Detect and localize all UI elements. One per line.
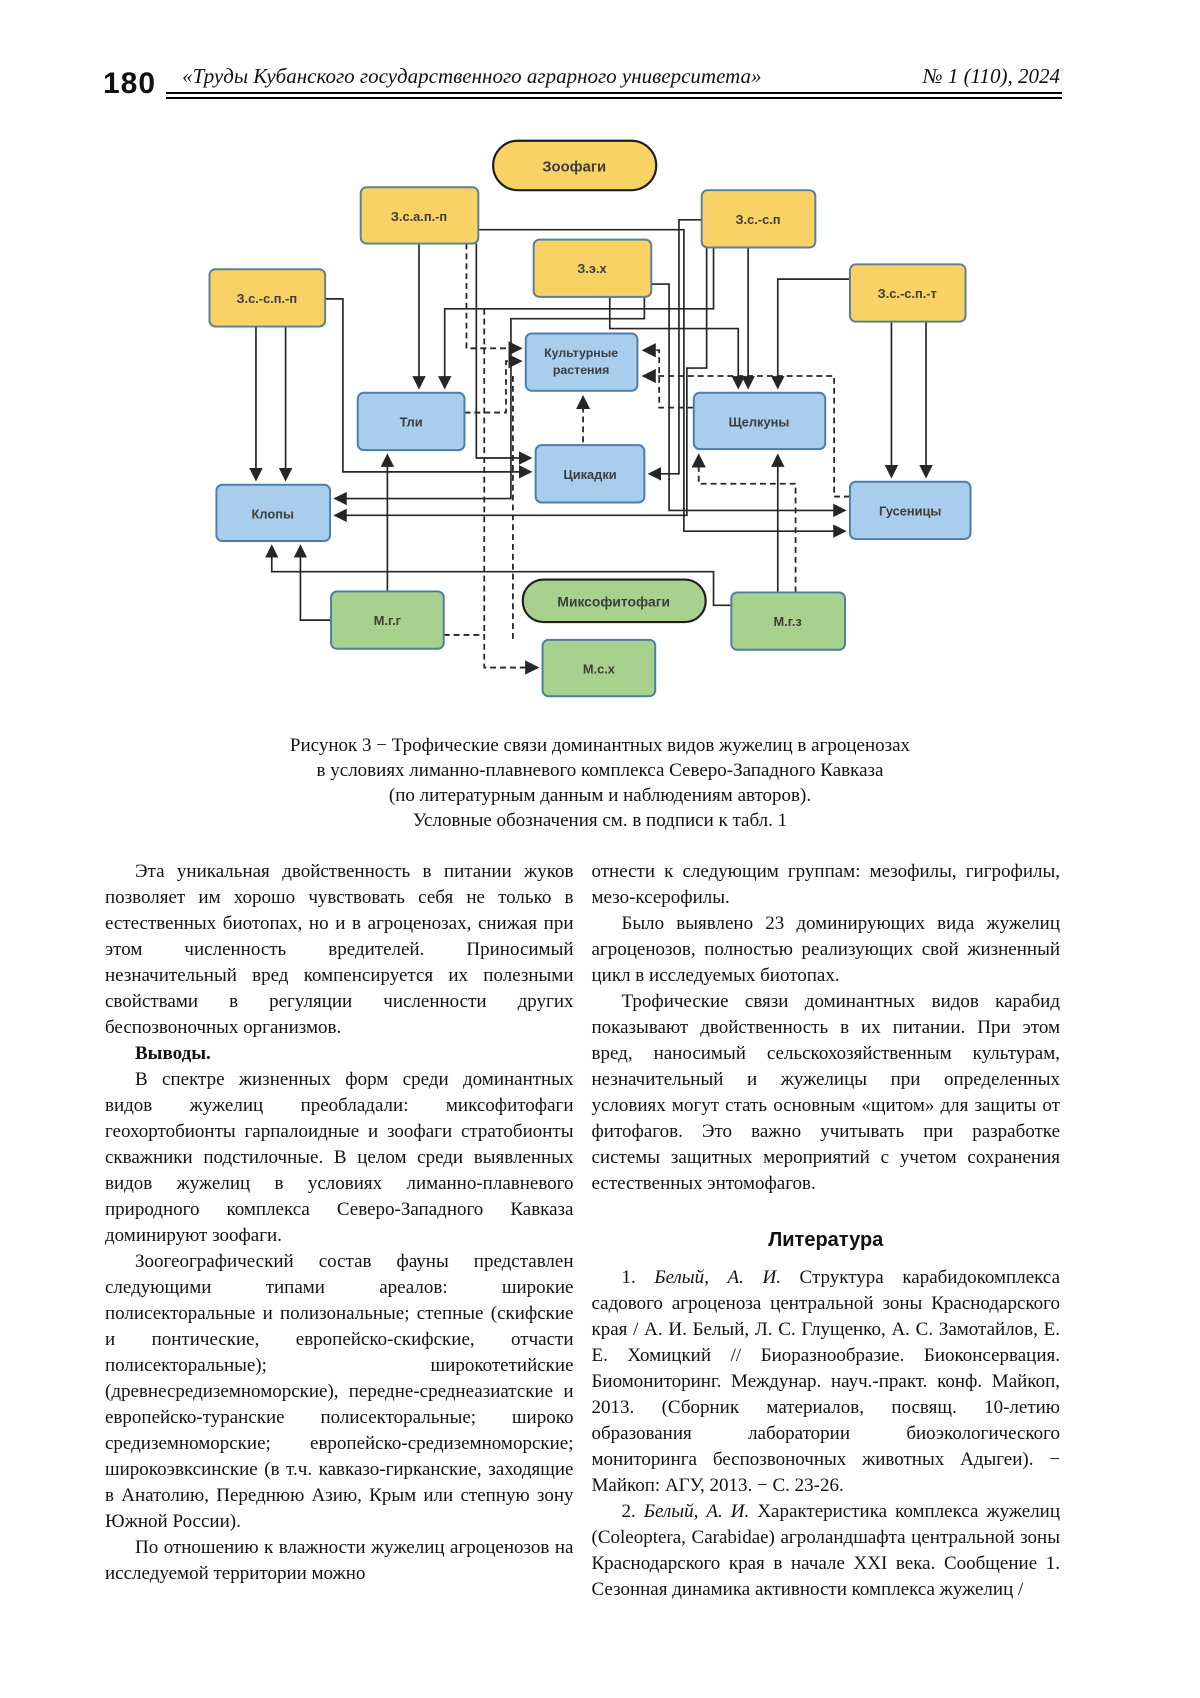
paragraph	[592, 989, 1061, 1197]
node-gusenitsy	[850, 482, 971, 539]
header-double-rule	[166, 92, 1062, 99]
node-zsspt-label: З.с.-с.п.-т	[877, 286, 937, 302]
text-segment: В спектре жизненных форм среди доминантных видов жужелиц преобладали: миксофитофаги геохортобионты гарпалоидные и зоофаги стратобионты скважники подстилочные. В целом среди выявленных видов жужелиц в условиях лиманно-плавневого природного комплекса Северо-Западного Кавказа доминируют зоофаги.	[105, 1069, 574, 1247]
node-tsikadki	[536, 445, 645, 502]
body-columns	[105, 859, 1060, 1603]
node-shchelkuny	[694, 393, 825, 449]
node-shchelkuny-label: Щелкуны	[728, 414, 790, 430]
reference-item	[592, 1499, 1061, 1603]
node-tli	[358, 393, 465, 450]
page-header	[103, 64, 1062, 99]
paragraph	[190, 758, 1010, 783]
node-mgg	[331, 592, 444, 649]
trophic-diagram-svg	[145, 121, 1035, 714]
node-zsap	[361, 187, 479, 243]
node-zoofagi-label: Зоофаги	[542, 159, 607, 176]
node-mgg-label: М.г.г	[373, 613, 402, 629]
text-segment: По отношению к влажности жужелиц агроценозов на исследуемой территории можно	[105, 1537, 574, 1585]
journal-title: «Труды Кубанского государственного аграрного университета»	[182, 64, 762, 88]
node-kult-label-line2: растения	[552, 363, 610, 378]
paragraph	[190, 783, 1010, 808]
node-kult-label-line1: Культурные	[544, 346, 619, 361]
paragraph	[105, 1249, 574, 1535]
text-segment: (по литературным данным и наблюдениям авторов).	[388, 785, 812, 807]
issue-number: № 1 (110), 2024	[922, 64, 1060, 88]
node-msh	[543, 640, 656, 696]
node-tsikadki-label: Цикадки	[563, 466, 617, 482]
node-mgz	[731, 593, 845, 650]
paragraph	[592, 859, 1061, 911]
header-row	[166, 64, 1062, 92]
node-mgz-label: М.г.з	[773, 614, 802, 630]
node-klopy-label: Клопы	[251, 506, 294, 522]
node-zeh-label: З.э.х	[577, 261, 607, 277]
node-zoofagi	[493, 141, 656, 190]
node-zssp-label: З.с.-с.п	[735, 211, 781, 227]
node-miksofitofagi-label: Миксофитофаги	[557, 593, 671, 610]
node-zsspp	[209, 269, 325, 326]
node-tli-label: Тли	[399, 414, 423, 430]
text-segment: Было выявлено 23 доминирующих вида жужелиц агроценозов, полностью реализующих свой жизненный цикл в исследуемых биотопах.	[591, 913, 1060, 987]
text-segment: 1.	[621, 1267, 655, 1289]
node-zsap-label: З.с.а.п.-п	[390, 208, 448, 224]
header-rule-block	[166, 64, 1062, 99]
text-segment: Трофические связи доминантных видов карабид показывают двойственность в их питании. При этом вред, наносимый сельскохозяйственным культурам, незначительный и жужелицы при определенных условиях могут стать основным «щитом» для защиты от фитофагов. Это важно учитывать при разработке системы защитных мероприятий с учетом сохранения естественных энтомофагов.	[591, 991, 1060, 1195]
node-miksofitofagi	[523, 580, 706, 622]
paragraph	[105, 859, 574, 1041]
node-msh-label: М.с.х	[582, 661, 615, 677]
text-segment: 2.	[621, 1501, 644, 1523]
reference-item	[592, 1265, 1061, 1499]
node-kulturnye-rasteniya	[526, 334, 638, 391]
paragraph	[190, 733, 1010, 758]
paragraph	[105, 1535, 574, 1587]
node-klopy	[216, 485, 330, 541]
left-column	[105, 859, 574, 1603]
node-zssp	[702, 190, 816, 247]
figure-caption	[190, 733, 1010, 833]
text-segment: Условные обозначения см. в подписи к табл. 1	[412, 810, 788, 832]
text-segment: Зоогеографический состав фауны представлен следующими типами ареалов: широкие полисекторальные и полизональные; степные (скифские и понтические, европейско-скифские, отчасти полисекторальные); широкотетийские (древнесредиземноморские), передне-среднеазиатские и европейско-туранские полисекторальные; широко средиземноморские; европейско-средиземноморские; широкоэвксинские (в т.ч. кавказо-гирканские, заходящие в Анатолию, Переднюю Азию, Крым или степную зону Южной России).	[105, 1251, 574, 1533]
text-segment: Эта уникальная двойственность в питании жуков позволяет им хорошо чувствовать себя не только в естественных биотопах, но и в агроценозах, снижая при этом численность вредителей. Приносимый незначительный вред компенсируется их полезными свойствами в регуляции численности других беспозвоночных организмов.	[105, 861, 574, 1039]
text-segment: Белый, А. И.	[654, 1267, 781, 1289]
text-segment: Белый, А. И.	[643, 1501, 750, 1523]
text-segment: Структура карабидокомплекса садового агроценоза центральной зоны Краснодарского края / А. И. Белый, Л. С. Глущенко, А. С. Замотайлов, Е. Е. Хомицкий // Биоразнообразие. Биоконсервация. Биомониторинг. Междунар. науч.-практ. конф. Майкоп, 2013. (Сборник материалов, посвящ. 10-летию образования лаборатории биоэкологического мониторинга беспозвоночных животных Адыгеи). − Майкоп: АГУ, 2013. − С. 23-26.	[591, 1267, 1060, 1497]
page-number: 180	[103, 67, 157, 101]
node-gusenitsy-label: Гусеницы	[879, 503, 942, 519]
paragraph	[105, 1041, 574, 1067]
paragraph	[190, 808, 1010, 833]
paragraph	[592, 911, 1061, 989]
text-segment: Характеристика комплекса жужелиц (Coleoptera, Carabidae) агроландшафта центральной зоны Краснодарского края в начале XXI века. Сообщение 1. Сезонная динамика активности комплекса жужелиц /	[591, 1501, 1061, 1601]
right-column	[592, 859, 1061, 1603]
node-zsspt	[850, 264, 966, 321]
trophic-diagram	[145, 121, 1035, 719]
text-segment: Литература	[768, 1229, 884, 1252]
node-zeh	[534, 240, 652, 297]
text-segment: Выводы.	[135, 1043, 211, 1065]
text-segment: Рисунок 3 − Трофические связи доминантных видов жужелиц в агроценозах	[289, 735, 911, 757]
text-segment: отнести к следующим группам: мезофилы, гигрофилы, мезо-ксерофилы.	[591, 861, 1060, 909]
paragraph	[105, 1067, 574, 1249]
node-zsspp-label: З.с.-с.п.-п	[236, 290, 298, 306]
text-segment: в условиях лиманно-плавневого комплекса Северо-Западного Кавказа	[316, 760, 884, 782]
literature-heading	[592, 1227, 1061, 1253]
